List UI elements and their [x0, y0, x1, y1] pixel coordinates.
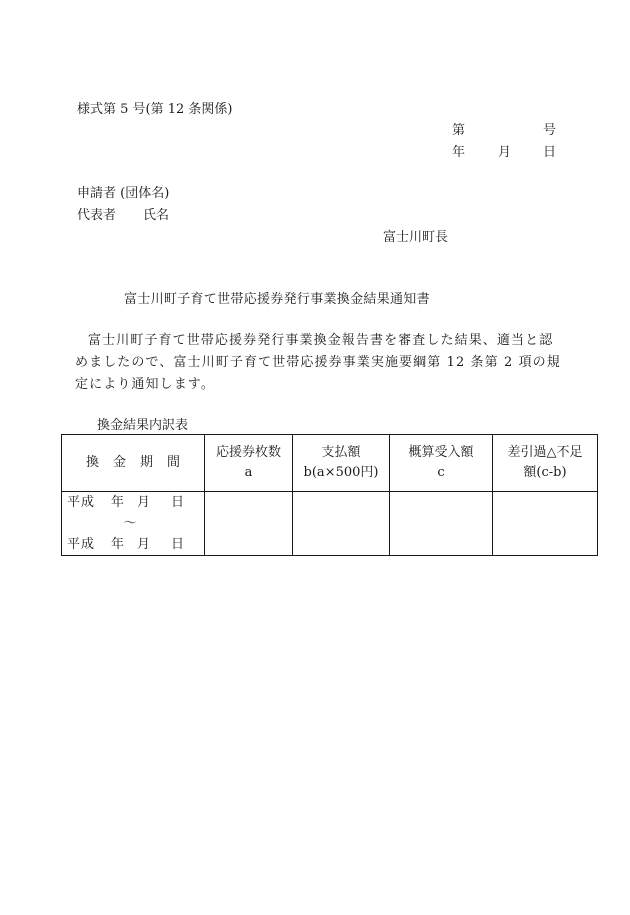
difference-cell[interactable] [493, 492, 598, 556]
date-month: 月 [498, 145, 512, 160]
estimated-receipt-cell[interactable] [390, 492, 493, 556]
issuer-name: 富士川町長 [383, 230, 449, 245]
form-number: 様式第 5 号(第 12 条関係) [77, 102, 233, 117]
date-day: 日 [542, 145, 556, 160]
representative-line [77, 209, 169, 222]
table-caption: 換金結果内訳表 [97, 418, 189, 433]
number-suffix: 号 [542, 123, 556, 138]
payment-amount-cell[interactable] [293, 492, 390, 556]
table-row [62, 492, 598, 556]
header-estimated-receipt: 概算受入額 c [390, 435, 493, 492]
representative-label: 代表者 [77, 208, 117, 223]
exchange-result-table [61, 434, 598, 556]
table-header-row [62, 435, 598, 492]
header-payment-amount: 支払額 b(a×500円) [293, 435, 390, 492]
notice-body: 富士川町子育て世帯応援券発行事業換金報告書を審査した結果、適当と認めましたので、富士川町子育て世帯応援券事業実施要綱第 12 条第 2 項の規定により通知します。 [75, 333, 561, 392]
document-title: 富士川町子育て世帯応援券発行事業換金結果通知書 [124, 292, 430, 307]
header-ticket-count: 応援券枚数 a [205, 435, 293, 492]
date-year: 年 [452, 145, 466, 160]
period-end: 平成 年 月 日 [67, 537, 186, 552]
applicant-label: 申請者 (団体名) [77, 186, 170, 201]
period-separator: ～ [123, 516, 138, 531]
ticket-count-cell[interactable] [205, 492, 293, 556]
number-prefix: 第 [452, 123, 466, 138]
period-cell [62, 492, 205, 556]
representative-name-label: 氏名 [143, 208, 170, 223]
header-exchange-period: 換金期間 [62, 435, 205, 492]
period-start: 平成 年 月 日 [67, 495, 186, 510]
header-difference: 差引過△不足 額(c-b) [493, 435, 598, 492]
